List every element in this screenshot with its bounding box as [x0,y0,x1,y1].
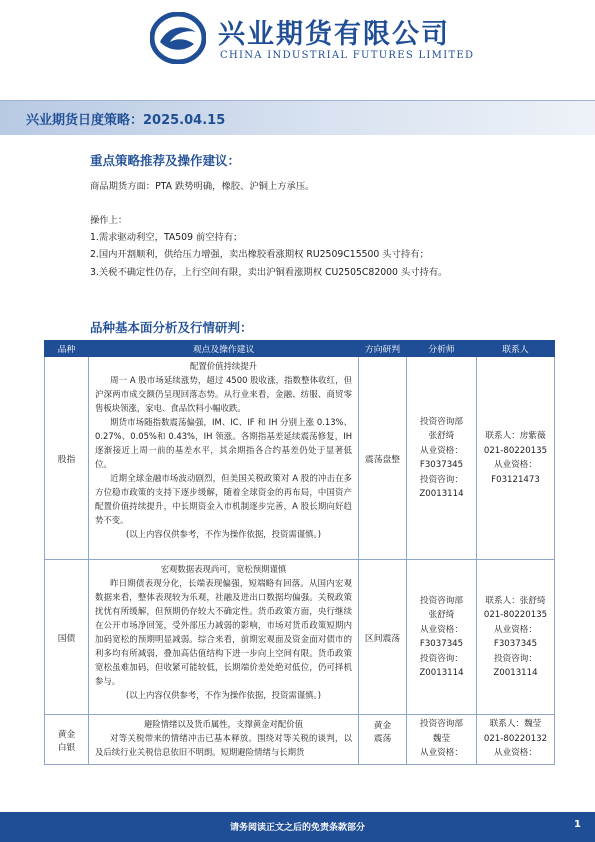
analyst-line: F3037345 [419,460,464,470]
view-paragraph: 对等关税带来的情绪冲击已基本释放。围绕对等关税的谈判，以及后续行业关税信息依旧不明朗。短期避险情绪与长期货 [95,733,352,757]
ops-label: 操作上： [90,215,128,226]
analyst-line: Z0013114 [419,489,464,499]
category-cell: 国债 [45,560,89,715]
contact-line: 联系人：张舒绮 [485,595,546,606]
title-bar [0,100,595,135]
analyst-line: 投资咨询： [420,474,463,485]
analyst-line: 从业资格： [420,624,463,635]
contact-line: F03121473 [491,474,540,485]
company-logo [150,10,475,70]
table-header-row [45,341,555,357]
analyst-line: 投资咨询： [420,653,463,664]
view-cell [89,715,359,765]
table-row [45,560,555,715]
contact-line: 从业资格： [494,624,537,635]
col-header-analyst: 分析师 [407,341,477,357]
view-note: (以上内容仅供参考，不作为操作依据，投资需谨慎。) [126,529,321,539]
direction-cell: 震荡盘整 [359,357,407,560]
ops-item: 2.国内开割顺利，供给压力增强，卖出橡胶看涨期权 RU2509C15500 头寸持有； [90,249,429,260]
contact-line: Z0013114 [493,668,538,678]
footer-bar [0,812,595,842]
page-title: 兴业期货日度策略：2025.04.15 [26,113,226,128]
view-note: (以上内容仅供参考，不作为操作依据，投资需谨慎。) [126,690,321,700]
contact-line: 从业资格： [494,460,537,470]
analyst-cell [407,357,477,560]
analyst-line: 从业资格： [420,748,463,758]
col-header-direction: 方向研判 [359,341,407,357]
view-paragraph: 期货市场随指数震荡偏强，IM、IC、IF 和 IH 分别上涨 0.13%、0.27%、0.05%和 0.43%，IH 领涨。各期指基差延续震荡修复，IH 逐渐接近上周一前的基差水平，其余期指各合约基差仍处于显著低位。 [95,417,352,469]
view-paragraph: 周一 A 股市场延续涨势，超过 4500 股收涨，指数整体收红，但沪深两市成交额仍呈现回落态势。从行业来看，金融、纺服、商贸零售板块领涨，家电、食品饮料小幅收跌。 [95,375,352,413]
direction-cell [359,715,407,765]
analyst-line: 魏莹 [432,733,451,744]
analyst-line: 投资咨询部 [420,416,463,427]
footer-disclaimer: 请务阅读正文之后的免责条款部分 [229,823,365,833]
contact-line: 投资咨询： [494,653,537,664]
contact-line: 从业资格： [494,748,537,758]
contact-line: 联系人：魏莹 [489,719,542,729]
logo-mark-icon [150,12,206,64]
analysis-table [44,340,555,765]
strategy-summary: 商品期货方面：PTA 跌势明确，橡胶、沪铜上方承压。 [90,181,315,192]
analyst-cell [407,715,477,765]
category-line: 白银 [57,742,76,753]
view-title: 配置价值持续提升 [190,361,257,371]
view-title: 避险情绪以及货币属性，支撑黄金对配价值 [143,719,304,729]
category-cell: 股指 [45,357,89,560]
analyst-line: 张舒绮 [428,610,455,620]
category-line: 黄金 [57,729,76,740]
contact-cell [477,715,555,765]
analyst-line: 张舒绮 [428,431,455,441]
contact-cell [477,357,555,560]
analyst-line: F3037345 [419,639,464,649]
company-name-en: CHINA INDUSTRIAL FUTURES LIMITED [220,50,475,61]
contact-line: F3037345 [493,639,538,649]
analyst-line: 投资咨询部 [420,595,463,606]
analyst-line: 从业资格： [420,445,463,456]
analyst-line: 投资咨询部 [420,719,463,729]
company-name-cn: 兴业期货有限公司 [218,19,450,50]
ops-item: 1.需求驱动利空，TA509 前空持有； [90,232,243,243]
view-paragraph: 昨日期债表现分化，长端表现偏强，短端略有回落。从国内宏观数据来看，整体表现较为乐观，社融及进出口数据均偏强。关税政策扰忧有所缓解，但预期仍存较大不确定性。货币政策方面，央行继续在公开市场净回笼，受外部压力减弱的影响，市场对货币政策短期内加码宽松的预期明显减弱。综合来看，前期宏观面及资金面对债市的利多均有所减弱，叠加高估值结构下进一步向上空间有限。货币政策宽松虽难加码，但收紧可能较低，长期端价差处绝对低位，仍可择机参与。 [95,578,352,686]
view-cell [89,357,359,560]
section-heading-strategy: 重点策略推荐及操作建议： [90,153,241,168]
category-cell [45,715,89,765]
analyst-line: Z0013114 [419,668,464,678]
direction-line: 黄金 [373,721,392,731]
ops-item: 3.关税不确定性仍存，上行空间有限，卖出沪铜看涨期权 CU2505C82000 头寸持有。 [90,267,448,278]
direction-line: 震荡 [373,734,392,744]
table-row [45,715,555,765]
contact-line: 021-80220135 [483,445,548,456]
contact-line: 联系人：房紫薇 [485,431,546,441]
table-row [45,357,555,560]
page-number: 1 [574,819,581,830]
section-heading-analysis: 品种基本面分析及行情研判： [90,320,253,335]
contact-line: 021-80220132 [483,733,548,744]
contact-cell [477,560,555,715]
view-paragraph: 近期全球金融市场波动剧烈，但美国关税政策对 A 股的冲击在多方位稳市政策的支持下逐步缓解，随着全球资金的再布局，中国资产配置价值持续提升，中长期资金入市机制逐步完善，A 股长期向好趋势不变。 [95,473,352,525]
col-header-view: 观点及操作建议 [89,341,359,357]
contact-line: 021-80220135 [483,610,548,620]
col-header-category: 品种 [45,341,89,357]
direction-cell: 区间震荡 [359,560,407,715]
col-header-contact: 联系人 [477,341,555,357]
view-title: 宏观数据表现尚可，宽松预期谨慎 [160,564,287,574]
analyst-cell [407,560,477,715]
view-cell [89,560,359,715]
